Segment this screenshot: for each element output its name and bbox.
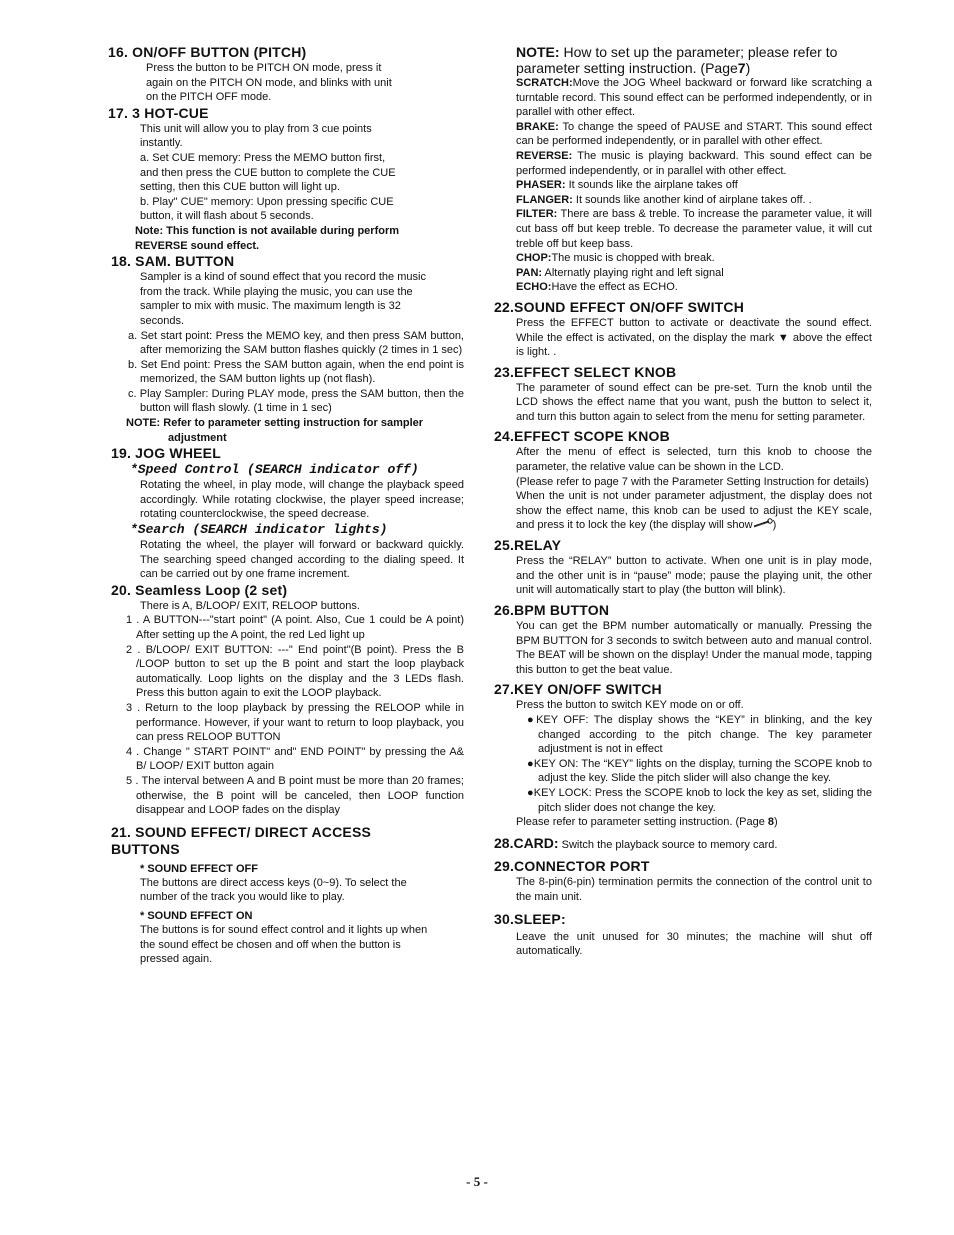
- heading-25: 25.RELAY: [494, 537, 562, 554]
- s18-item: b. Set End point: Press the SAM button again, when the end point is memorized, the SAM button lights up (not flash).: [128, 358, 464, 386]
- s17-note: REVERSE sound effect.: [135, 239, 260, 252]
- s21-on-line: the sound effect be chosen and off when the button is: [140, 938, 401, 951]
- s21-off-line: The buttons are direct access keys (0~9). To select the: [140, 876, 407, 889]
- effect-desc: Have the effect as ECHO.: [551, 281, 678, 294]
- effect-name: FILTER:: [516, 208, 558, 221]
- s18-line: from the track. While playing the music, you can use the: [140, 285, 413, 298]
- effect-desc: Alternatly playing right and left signal: [544, 266, 724, 279]
- s27-intro: Press the button to switch KEY mode on or off.: [516, 699, 744, 712]
- s27-item-text: KEY ON: The “KEY” lights on the display, turning the SCOPE knob to adjust the key. Slide the pitch slider will also change the key.: [533, 757, 872, 785]
- effect-name: CHOP:: [516, 252, 552, 265]
- bullet-icon: ●: [527, 757, 534, 770]
- s23-text: The parameter of sound effect can be pre-set. Turn the knob until the LCD shows the effect name that you want, push the button to select it, and turn this button again to select from the menu for setting parameter.: [516, 381, 872, 423]
- s22-text: Press the EFFECT button to activate or deactivate the sound effect. While the effect is activated, on the display the mark ▼ above the effect is light. .: [516, 316, 872, 359]
- note-text: How to set up the parameter; please refer to parameter setting instruction. (Page: [516, 44, 838, 76]
- heading-20: 20. Seamless Loop (2 set): [111, 581, 288, 598]
- s19-p1: Rotating the wheel, in play mode, will change the playback speed accordingly. While rotating clockwise, the player speed increase; rotating counterclockwise, the speed decrease.: [140, 479, 464, 521]
- right-column: [494, 44, 873, 959]
- heading-27: 27.KEY ON/OFF SWITCH: [494, 681, 662, 698]
- effect-name: REVERSE:: [516, 149, 573, 162]
- s21-on-line: pressed again.: [140, 953, 213, 966]
- heading-26: 26.BPM BUTTON: [494, 602, 610, 619]
- s16-line: Press the button to be PITCH ON mode, press it: [146, 62, 382, 74]
- s17-line: setting, then this CUE button will light up.: [140, 181, 340, 194]
- s27-item: [516, 713, 872, 757]
- s18-note: adjustment: [168, 431, 227, 444]
- s17-line: button, it will flash about 5 seconds.: [140, 210, 314, 223]
- effect-name: BRAKE:: [516, 120, 559, 133]
- bullet-icon: ●: [527, 786, 534, 799]
- heading-16: 16. ON/OFF BUTTON (PITCH): [108, 44, 307, 60]
- s25-text: Press the “RELAY” button to activate. When one unit is in play mode, and the other unit is in “pause” mode; pause the playing unit, the other unit will automatically start to play (the button will blink).: [516, 555, 872, 597]
- note-label: NOTE:: [516, 44, 560, 60]
- s17-line: This unit will allow you to play from 3 cue points: [140, 122, 372, 135]
- s20-item: 3 . Return to the loop playback by pressing the RELOOP while in performance. However, if your want to return to loop playback, you can press RELOOP BUTTON: [126, 701, 464, 744]
- s18-line: sampler to mix with music. The maximum length is 32: [140, 300, 401, 313]
- effect-item: [516, 207, 872, 251]
- s27-ref-close: ): [774, 816, 778, 829]
- s21-sound-effect-on-heading: * SOUND EFFECT ON: [140, 909, 253, 922]
- s21-on-line: The buttons is for sound effect control and it lights up when: [140, 923, 428, 936]
- heading-22: 22.SOUND EFFECT ON/OFF SWITCH: [494, 298, 745, 315]
- heading-23: 23.EFFECT SELECT KNOB: [494, 363, 677, 380]
- s20-item: 2 . B/LOOP/ EXIT BUTTON: ---" End point"(B point). Press the B /LOOP button to set up the B point and start the loop playback automatically. Loop lights on the display and the 3 LEDs flash. Press this button again to exit the LOOP playback.: [126, 643, 464, 700]
- s28-line: [494, 836, 872, 853]
- s21-off-line: number of the track you would like to play.: [140, 891, 345, 904]
- s18-item: a. Set start point: Press the MEMO key, and then press SAM button, after memorizing the SAM button flashes quickly (2 times in 1 sec): [128, 329, 464, 357]
- s18-line: seconds.: [140, 314, 185, 327]
- s17-line: a. Set CUE memory: Press the MEMO button first,: [140, 151, 386, 164]
- note-close: ): [745, 60, 751, 76]
- s21-sound-effect-off-heading: * SOUND EFFECT OFF: [140, 862, 258, 875]
- s20-item: 5 . The interval between A and B point must be more than 20 frames; otherwise, the B point will be canceled, then LOOP function disappear and LOOP fades on the display: [126, 774, 464, 817]
- effect-item: [516, 76, 872, 120]
- heading-28: 28.CARD:: [494, 834, 559, 851]
- effect-list: [516, 76, 872, 295]
- s17-line: and then press the CUE button to complete the CUE: [140, 166, 396, 179]
- s24-text-3: [516, 489, 872, 533]
- note-page: 7: [737, 60, 746, 76]
- s27-item: [516, 757, 872, 786]
- s19-p2: Rotating the wheel, the player will forward or backward quickly. The searching speed changed according to the dialing speed. It can be carried out by one frame increment.: [140, 539, 464, 581]
- s24-close: ): [772, 519, 777, 532]
- heading-30: 30.SLEEP:: [494, 910, 566, 927]
- heading-19: 19. JOG WHEEL: [111, 445, 221, 462]
- page-number: - 5 -: [466, 1174, 488, 1189]
- effect-desc: There are bass & treble. To increase the parameter value, it will cut bass off but keep treble. To decrease the parameter value, it will cut treble off but keep bass.: [516, 208, 873, 250]
- s27-ref-page: 8: [767, 816, 775, 829]
- effect-name: ECHO:: [516, 281, 552, 294]
- s30-text: Leave the unit unused for 30 minutes; the machine will shut off automatically.: [516, 930, 872, 958]
- s27-item-text: KEY LOCK: Press the SCOPE knob to lock the key as set, sliding the pitch slider does not change the key.: [533, 786, 873, 814]
- s17-line: b. Play" CUE" memory: Upon pressing specific CUE: [140, 195, 394, 208]
- key-lock-icon: [753, 518, 773, 533]
- s27-item-text: KEY OFF: The display shows the “KEY” in blinking, and the key changed according to the pitch change. The key parameter adjustment is not in effect: [536, 713, 872, 756]
- effect-desc: It sounds like another kind of airplane takes off. .: [575, 193, 812, 206]
- heading-18: 18. SAM. BUTTON: [111, 253, 235, 270]
- parameter-note: [516, 44, 872, 76]
- s16-line: on the PITCH OFF mode.: [146, 91, 272, 104]
- bullet-icon: ●: [527, 713, 537, 726]
- effect-name: PAN:: [516, 266, 543, 279]
- s17-note: Note: This function is not available during perform: [135, 224, 400, 237]
- heading-17: 17. 3 HOT-CUE: [108, 104, 209, 121]
- effect-desc: The music is chopped with break.: [551, 252, 715, 265]
- effect-desc: Move the JOG Wheel backward or forward like scratching a turntable record. This sound effect can be performed independently, or in parallel with other effect.: [516, 77, 872, 119]
- effect-item: [516, 266, 872, 281]
- effect-item: [516, 149, 872, 178]
- s18-item: c. Play Sampler: During PLAY mode, press the SAM button, then the button will flash slowly. (1 time in 1 sec): [128, 387, 464, 415]
- s18-line: Sampler is a kind of sound effect that you record the music: [140, 271, 426, 284]
- s24-text-1: After the menu of effect is selected, turn this knob to choose the parameter, the relative value can be shown in the LCD.: [516, 446, 872, 474]
- s27-ref: [516, 815, 872, 830]
- s16-line: again on the PITCH ON mode, and blinks with unit: [146, 76, 392, 89]
- s19-sub-speed: *Speed Control (SEARCH indicator off): [130, 462, 419, 478]
- s26-text: You can get the BPM number automatically or manually. Pressing the BPM BUTTON for 3 seconds to switch between auto and manual control. The BEAT will be shown on the display! Under the manual mode, tapping this button to get the beat value.: [516, 620, 872, 676]
- s24-text-3-body: When the unit is not under parameter adjustment, the display does not show the effect name, this knob can be used to adjust the KEY scale, and press it to lock the key (the display will show: [516, 490, 872, 532]
- heading-21-cont: BUTTONS: [111, 840, 180, 857]
- s19-sub-search: *Search (SEARCH indicator lights): [130, 522, 388, 538]
- s20-item: 4 . Change " START POINT" and" END POINT" by pressing the A& B/ LOOP/ EXIT button again: [126, 745, 464, 773]
- effect-item: [516, 280, 872, 295]
- s20-intro: There is A, B/LOOP/ EXIT, RELOOP buttons.: [140, 599, 360, 612]
- s27-ref-text: Please refer to parameter setting instruction. (Page: [516, 816, 768, 829]
- effect-name: SCRATCH:: [516, 77, 573, 89]
- s17-line: instantly.: [140, 137, 183, 150]
- left-column: [108, 44, 464, 967]
- s28-text: Switch the playback source to memory card.: [558, 838, 778, 851]
- effect-desc: The music is playing backward. This sound effect can be performed independently, or in parallel with other effect.: [516, 149, 872, 177]
- effect-item: [516, 193, 872, 208]
- effect-desc: To change the speed of PAUSE and START. This sound effect can be performed independently, or in parallel with other effect.: [516, 120, 873, 148]
- effect-name: PHASER:: [516, 179, 566, 192]
- heading-21: 21. SOUND EFFECT/ DIRECT ACCESS: [111, 823, 372, 840]
- effect-item: [516, 251, 872, 266]
- effect-desc: It sounds like the airplane takes off: [568, 179, 738, 192]
- s24-text-2: (Please refer to page 7 with the Parameter Setting Instruction for details): [516, 475, 869, 488]
- s29-text: The 8-pin(6-pin) termination permits the connection of the control unit to the main unit.: [516, 876, 872, 903]
- heading-24: 24.EFFECT SCOPE KNOB: [494, 428, 670, 445]
- effect-name: FLANGER:: [516, 193, 573, 206]
- s20-item: 1 . A BUTTON---"start point" (A point. Also, Cue 1 could be A point) After setting up the A point, the red Led light up: [126, 614, 464, 641]
- effect-item: [516, 178, 872, 193]
- s18-note: NOTE: Refer to parameter setting instruction for sampler: [126, 417, 424, 430]
- heading-29: 29.CONNECTOR PORT: [494, 858, 650, 875]
- s27-item: [516, 786, 872, 815]
- effect-item: [516, 120, 872, 149]
